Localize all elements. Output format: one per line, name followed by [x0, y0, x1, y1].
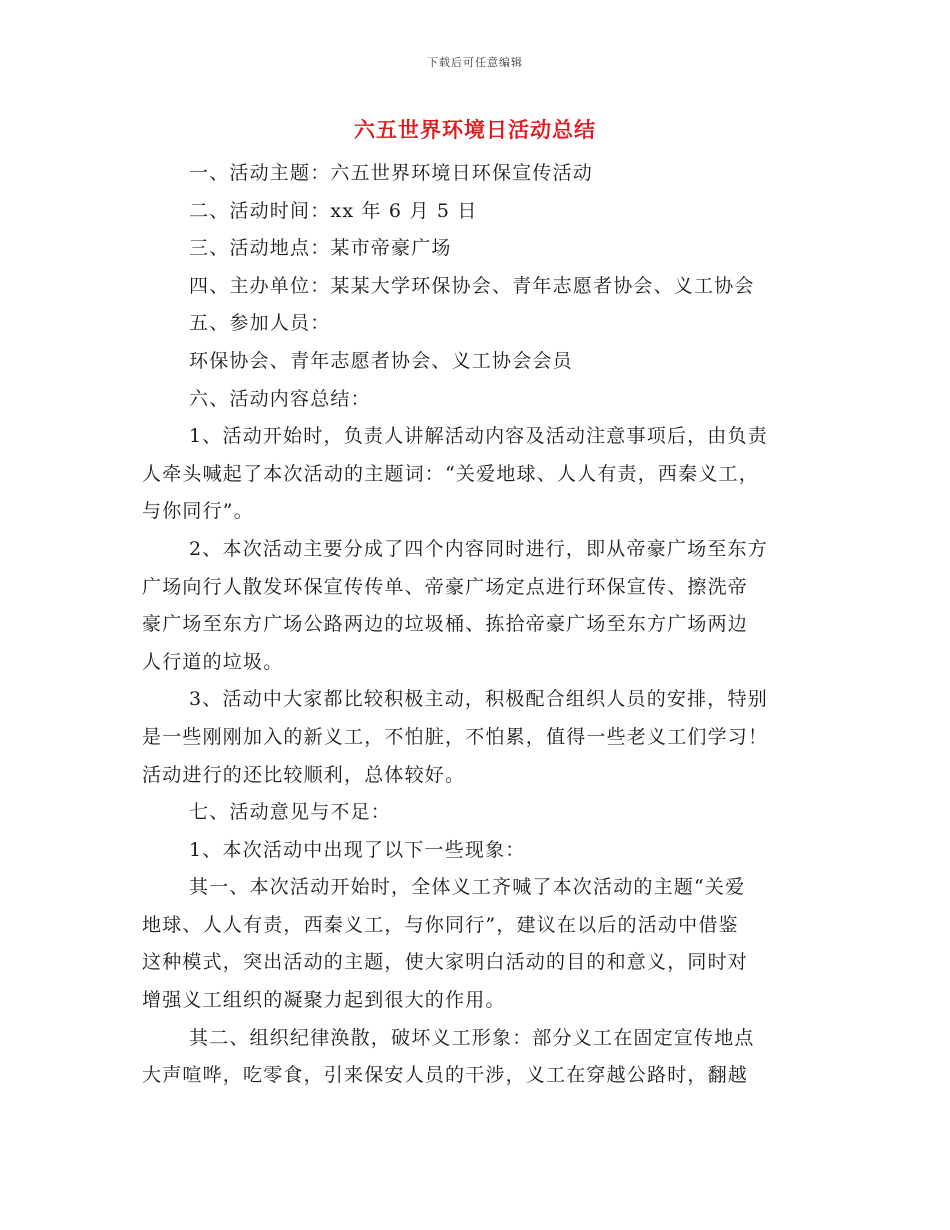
document-body	[142, 155, 808, 1095]
line-participants-heading: 五、参加人员：	[189, 312, 331, 335]
paragraph-line: 这种模式，突出活动的主题，使大家明白活动的目的和意义，同时对	[142, 951, 749, 974]
line-organizers: 四、主办单位：某某大学环保协会、青年志愿者协会、义工协会	[189, 274, 755, 297]
paragraph-line: 活动进行的还比较顺利，总体较好。	[142, 763, 466, 786]
line-summary-heading: 六、活动内容总结：	[189, 387, 371, 410]
header-note: 下载后可任意编辑	[427, 56, 523, 69]
paragraph-line: 其二、组织纪律涣散，破坏义工形象：部分义工在固定宣传地点	[189, 1026, 755, 1049]
paragraph-line: 是一些刚刚加入的新义工，不怕脏，不怕累，值得一些老义工们学习！	[142, 725, 769, 748]
paragraph-line: 其一、本次活动开始时，全体义工齐喊了本次活动的主题“关爱	[189, 876, 746, 899]
paragraph-line: 广场向行人散发环保宣传传单、帝豪广场定点进行环保宣传、擦洗帝	[142, 575, 749, 598]
line-theme: 一、活动主题：六五世界环境日环保宣传活动	[189, 162, 594, 184]
line-location: 三、活动地点：某市帝豪广场	[189, 237, 452, 260]
line-time: 二、活动时间：xx 年 6 月 5 日	[189, 199, 478, 222]
paragraph-line: 豪广场至东方广场公路两边的垃圾桶、拣拾帝豪广场至东方广场两边	[142, 613, 749, 636]
paragraph-line: 1、本次活动中出现了以下一些现象：	[189, 838, 526, 861]
line-participants: 环保协会、青年志愿者协会、义工协会会员	[189, 349, 573, 372]
document-title: 六五世界环境日活动总结	[354, 117, 596, 142]
paragraph-line: 3、活动中大家都比较积极主动，积极配合组织人员的安排，特别	[189, 688, 768, 711]
paragraph-line: 人牵头喊起了本次活动的主题词：“关爱地球、人人有责，西秦义工，	[142, 462, 759, 485]
paragraph-line: 大声喧哗，吃零食，引来保安人员的干涉，义工在穿越公路时，翻越	[142, 1064, 749, 1087]
paragraph-line: 1、活动开始时，负责人讲解活动内容及活动注意事项后，由负责	[189, 425, 768, 448]
paragraph-line: 增强义工组织的凝聚力起到很大的作用。	[142, 989, 506, 1012]
paragraph-line: 地球、人人有责，西秦义工，与你同行”，建议在以后的活动中借鉴	[142, 913, 739, 936]
paragraph-line: 人行道的垃圾。	[142, 650, 284, 673]
paragraph-line: 2、本次活动主要分成了四个内容同时进行，即从帝豪广场至东方	[189, 537, 768, 560]
paragraph-line: 与你同行”。	[142, 500, 254, 523]
line-feedback-heading: 七、活动意见与不足：	[189, 801, 392, 824]
